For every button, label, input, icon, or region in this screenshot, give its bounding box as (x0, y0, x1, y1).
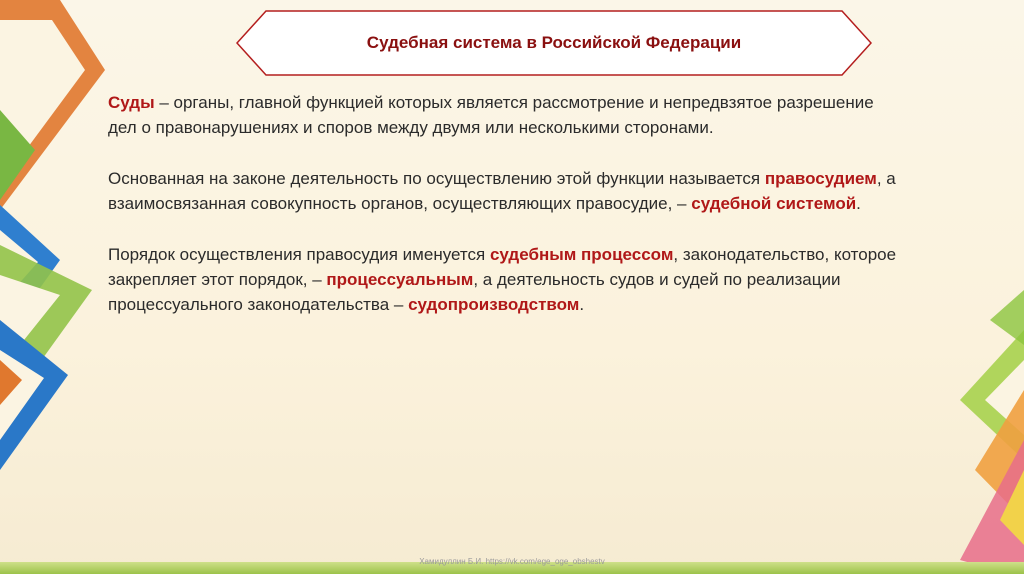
text: – органы, главной функцией которых является рассмотрение и непредвзятое разрешение дел о правонарушениях и споров между двумя или несколькими сторонами. (108, 93, 874, 137)
term-courts: Суды (108, 93, 155, 112)
text: . (856, 194, 861, 213)
page-title: Судебная система в Российской Федерации (366, 33, 742, 52)
main-content (108, 90, 898, 343)
ribbon-green-right-2 (990, 290, 1024, 345)
text: , а деятельность судов и судей по реализации процессуального законодательства – (108, 270, 841, 314)
text: Порядок осуществления правосудия именуется (108, 245, 490, 264)
footer-credit: Хамидуллин Б.И. https://vk.com/ege_oge_obshestv (419, 557, 605, 566)
paragraph-process-definition (108, 242, 898, 317)
text: Основанная на законе деятельность по осуществлению этой функции называется (108, 169, 765, 188)
term-procedural: процессуальным (326, 270, 474, 289)
paragraph-courts-definition (108, 90, 898, 140)
term-judicial-system: судебной системой (691, 194, 857, 213)
term-judicial-process: судебным процессом (489, 245, 674, 264)
text: , законодательство, которое закрепляет этот порядок, – (108, 245, 897, 289)
paragraph-justice-definition (108, 166, 898, 216)
term-legal-proceedings: судопроизводством (408, 295, 580, 314)
text: . (579, 295, 585, 314)
title-box (236, 10, 872, 76)
text: , а взаимосвязанная совокупность органов, осуществляющих правосудие, – (108, 169, 896, 213)
term-justice: правосудием (764, 169, 877, 188)
